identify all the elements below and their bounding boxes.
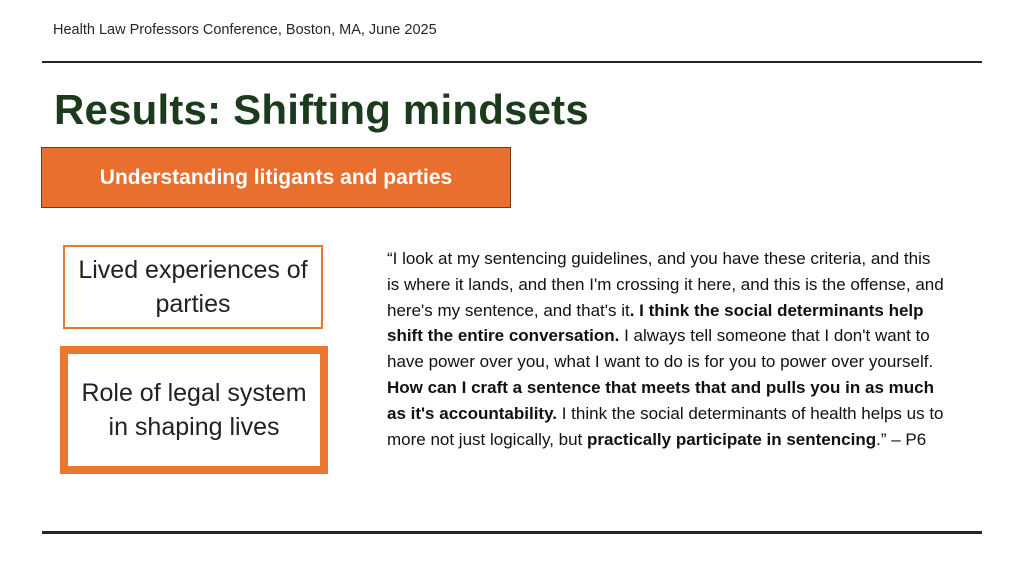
- slide-title: Results: Shifting mindsets: [54, 86, 589, 133]
- theme-box-lived-experiences-label: Lived experiences of parties: [78, 256, 308, 318]
- section-banner-label: Understanding litigants and parties: [99, 165, 453, 189]
- conference-header: Health Law Professors Conference, Boston, MA, June 2025: [53, 22, 437, 38]
- bottom-divider: [42, 531, 982, 534]
- quote-segment: I think the social determinants of health helps us to more not just logically, but: [387, 403, 944, 449]
- participant-quote: [387, 246, 947, 452]
- theme-box-legal-system: [60, 346, 328, 474]
- top-divider: [42, 61, 982, 63]
- theme-box-lived-experiences: [63, 245, 323, 329]
- quote-segment-bold: practically participate in sentencing: [587, 429, 877, 449]
- quote-segment-bold: . I think the social determinants help shift the entire conversation.: [387, 300, 924, 346]
- theme-box-legal-system-label: Role of legal system in shaping lives: [81, 379, 307, 441]
- section-banner: [41, 147, 511, 208]
- quote-segment: .” – P6: [876, 429, 927, 449]
- quote-segment-bold: How can I craft a sentence that meets that and pulls you in as much as it's accountability.: [387, 377, 934, 423]
- quote-segment: “I look at my sentencing guidelines, and you have these criteria, and this is where it lands, and then I'm crossing it here, and this is the offense, and here's my sentence, and that's it: [387, 249, 944, 320]
- quote-segment: I always tell someone that I don't want to have power over you, what I want to do is for you to power over yourself.: [387, 326, 934, 372]
